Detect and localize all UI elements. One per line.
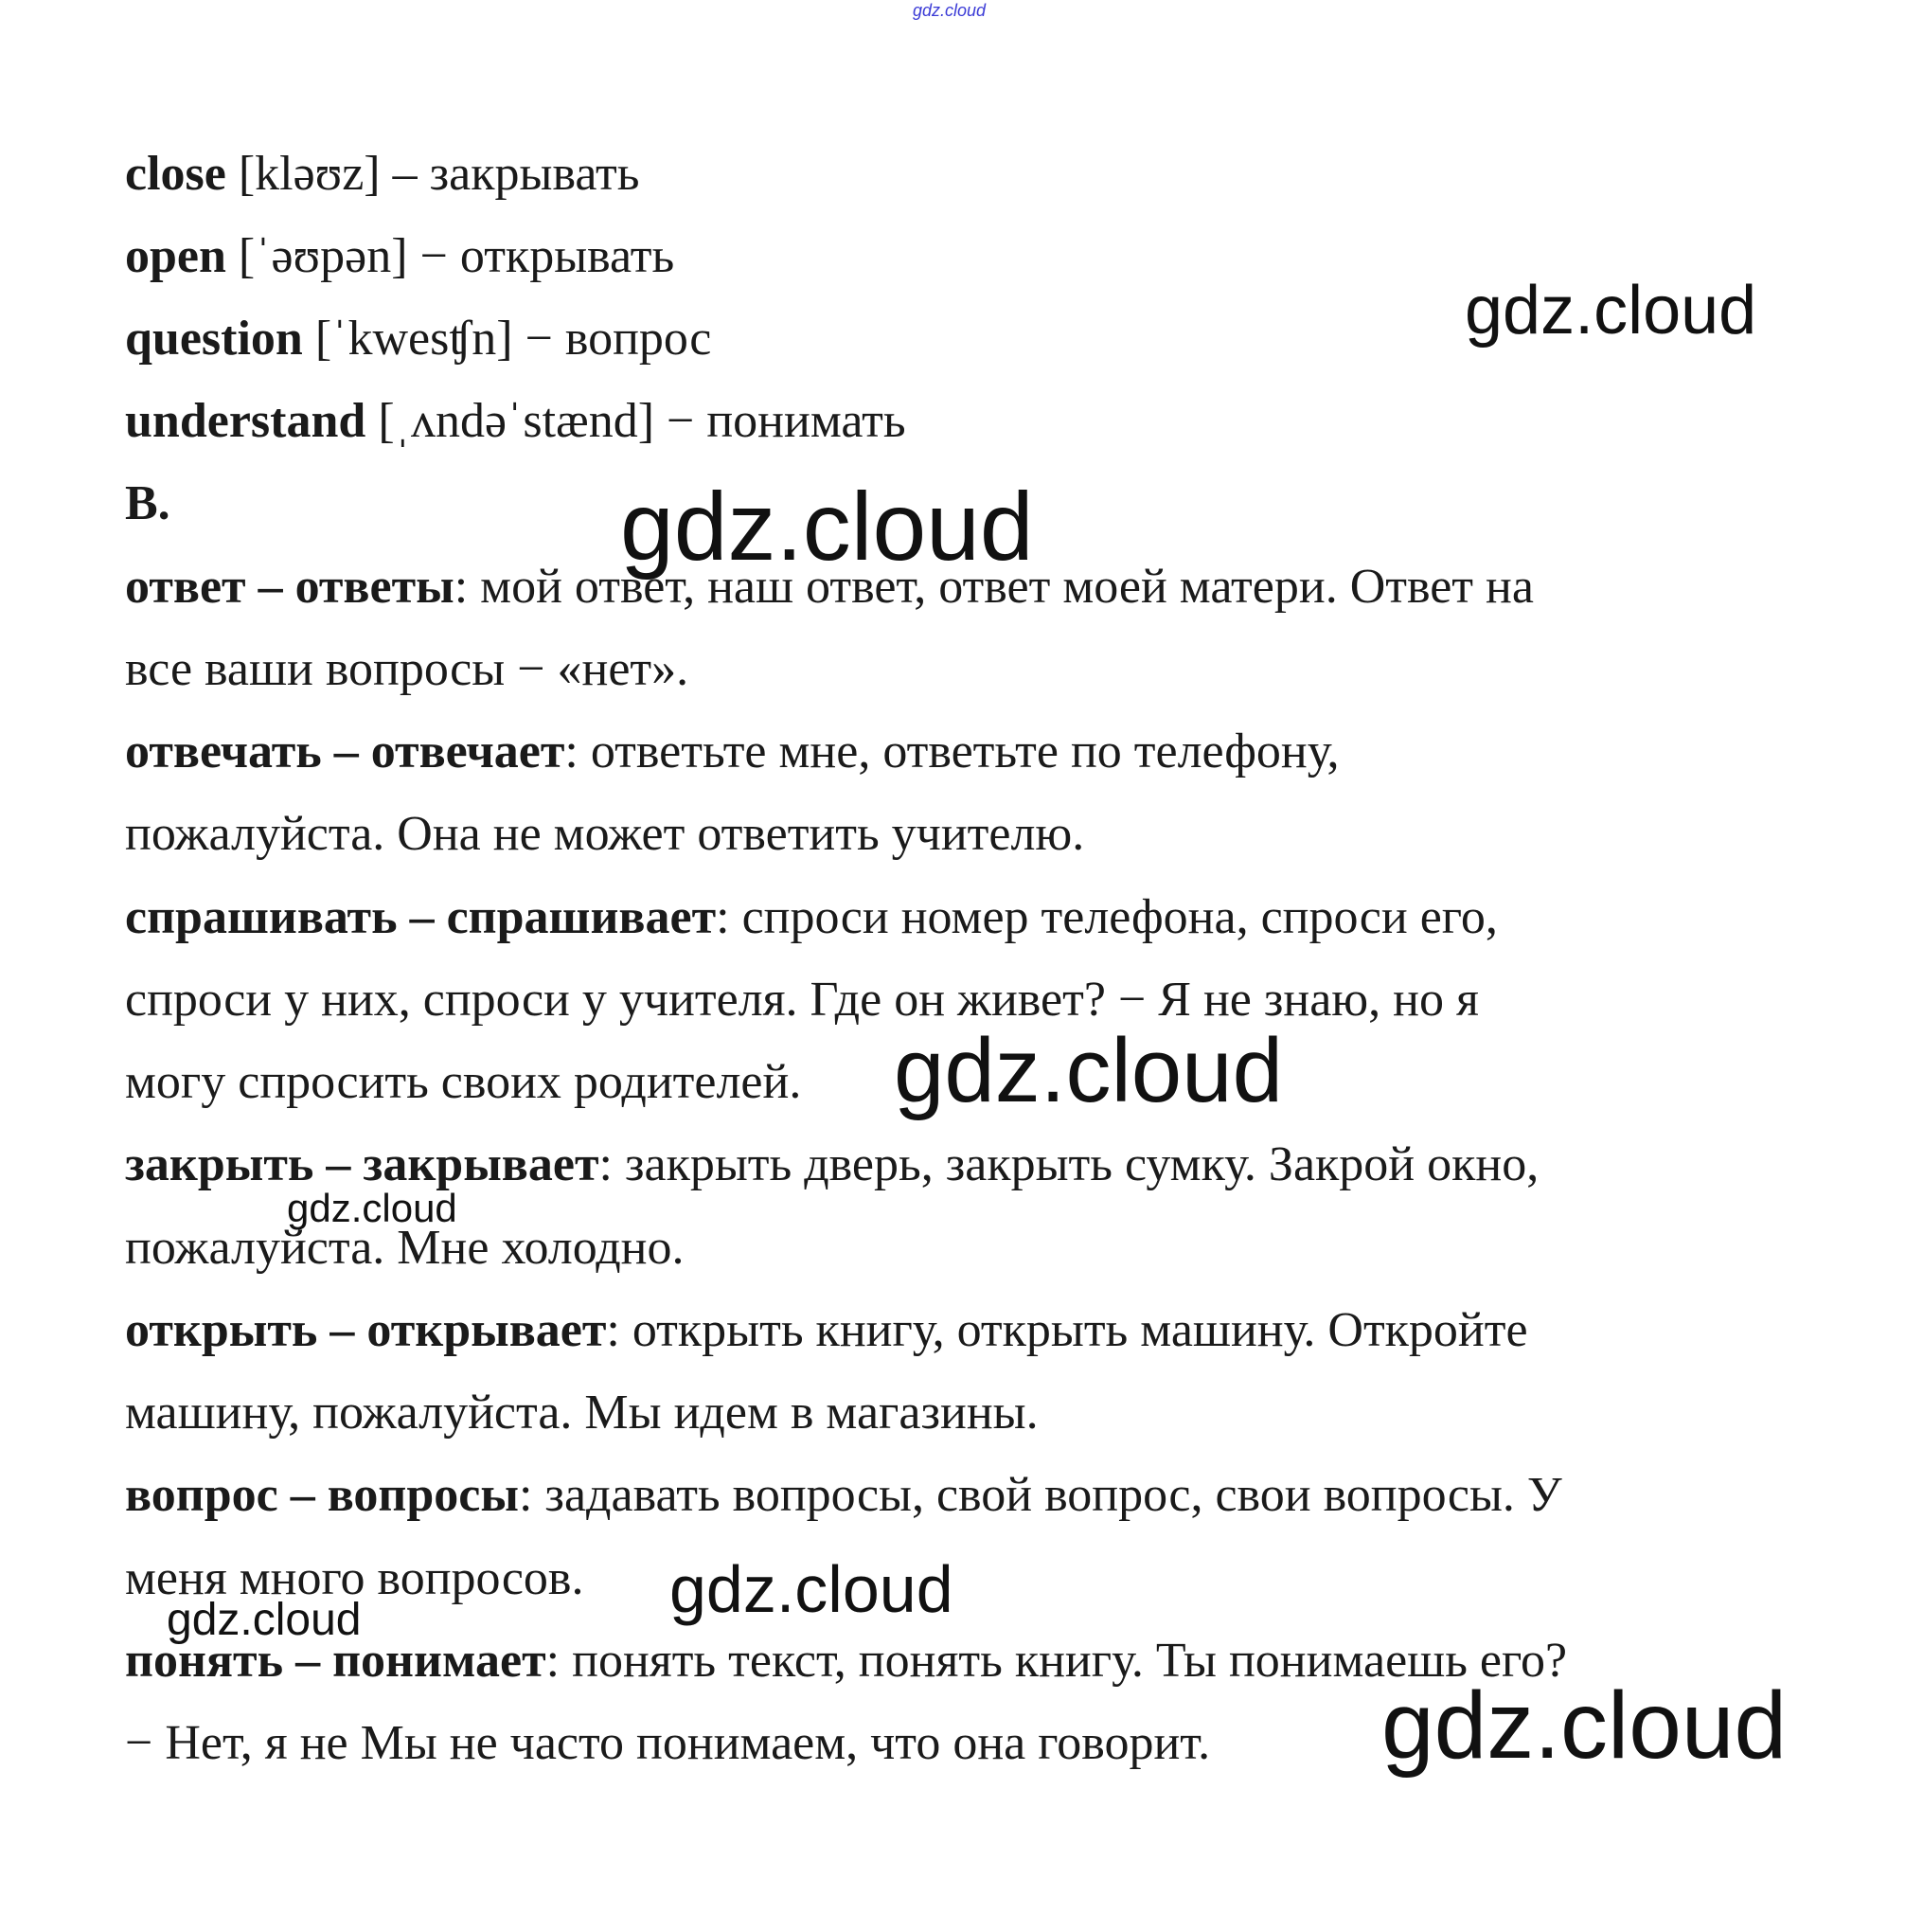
entry-line xyxy=(125,641,688,698)
vocab-line xyxy=(125,146,640,203)
vocab-line xyxy=(125,393,906,450)
vocab-word: question xyxy=(125,312,303,366)
watermark: gdz.cloud xyxy=(669,1552,953,1626)
watermark: gdz.cloud xyxy=(894,1020,1283,1121)
watermark: gdz.cloud xyxy=(167,1595,362,1645)
entry-line xyxy=(125,1054,801,1111)
vocab-word: open xyxy=(125,229,226,283)
entry-headword: отвечать – отвечает xyxy=(125,724,565,778)
watermark: gdz.cloud xyxy=(620,473,1034,581)
entry-text: : закрыть дверь, закрыть сумку. Закрой окно, xyxy=(598,1137,1540,1191)
watermark: gdz.cloud xyxy=(913,1,987,20)
watermark: gdz.cloud xyxy=(1465,273,1757,349)
entry-headword: понять – понимает xyxy=(125,1634,546,1688)
entry-text: : мой ответ, наш ответ, ответ моей матери. Ответ на xyxy=(454,560,1534,614)
watermark: gdz.cloud xyxy=(287,1186,457,1230)
entry-line xyxy=(125,1467,1562,1524)
entry-headword: вопрос – вопросы xyxy=(125,1468,519,1522)
entry-line xyxy=(125,724,1340,780)
section-label: B. xyxy=(125,476,170,530)
entry-text: пожалуйста. Она не может ответить учителю. xyxy=(125,807,1085,861)
vocab-line xyxy=(125,228,674,285)
entry-text: : ответьте мне, ответьте по телефону, xyxy=(564,724,1340,778)
entry-text: машину, пожалуйста. Мы идем в магазины. xyxy=(125,1386,1039,1440)
watermark: gdz.cloud xyxy=(1381,1673,1788,1779)
entry-text: : спроси номер телефона, спроси его, xyxy=(716,890,1498,944)
entry-headword: открыть – открывает xyxy=(125,1303,607,1357)
entry-text: − Нет, я не Мы не часто понимаем, что она говорит. xyxy=(125,1716,1211,1770)
vocab-line xyxy=(125,311,711,367)
entry-text: все ваши вопросы − «нет». xyxy=(125,642,689,696)
vocab-word: close xyxy=(125,147,226,201)
vocab-transcription: [ˈkwesʧn] − вопрос xyxy=(302,312,712,366)
entry-text: : понять текст, понять книгу. Ты понимаешь его? xyxy=(545,1634,1568,1688)
entry-line xyxy=(125,1385,1039,1441)
entry-text: пожалуйста. Мне холодно. xyxy=(125,1221,685,1275)
vocab-transcription: [ˌʌndəˈstænd] − понимать xyxy=(365,394,906,448)
vocab-transcription: [ˈəʊpən] − открывать xyxy=(225,229,675,283)
entry-line xyxy=(125,1302,1528,1359)
vocab-word: understand xyxy=(125,394,366,448)
entry-text: : открыть книгу, открыть машину. Откройте xyxy=(606,1303,1528,1357)
entry-headword: ответ – ответы xyxy=(125,560,454,614)
entry-line xyxy=(125,889,1498,946)
vocab-transcription: [kləʊz] – закрывать xyxy=(225,147,640,201)
entry-line xyxy=(125,1715,1210,1772)
entry-headword: спрашивать – спрашивает xyxy=(125,890,717,944)
entry-text: могу спросить своих родителей. xyxy=(125,1055,802,1109)
entry-text: меня много вопросов. xyxy=(125,1551,584,1605)
entry-line xyxy=(125,1136,1539,1193)
entry-line xyxy=(125,806,1084,863)
entry-text: : задавать вопросы, свой вопрос, свои вопросы. У xyxy=(518,1468,1562,1522)
entry-text: спроси у них, спроси у учителя. Где он живет? − Я не знаю, но я xyxy=(125,973,1479,1027)
entry-headword: закрыть – закрывает xyxy=(125,1137,599,1191)
